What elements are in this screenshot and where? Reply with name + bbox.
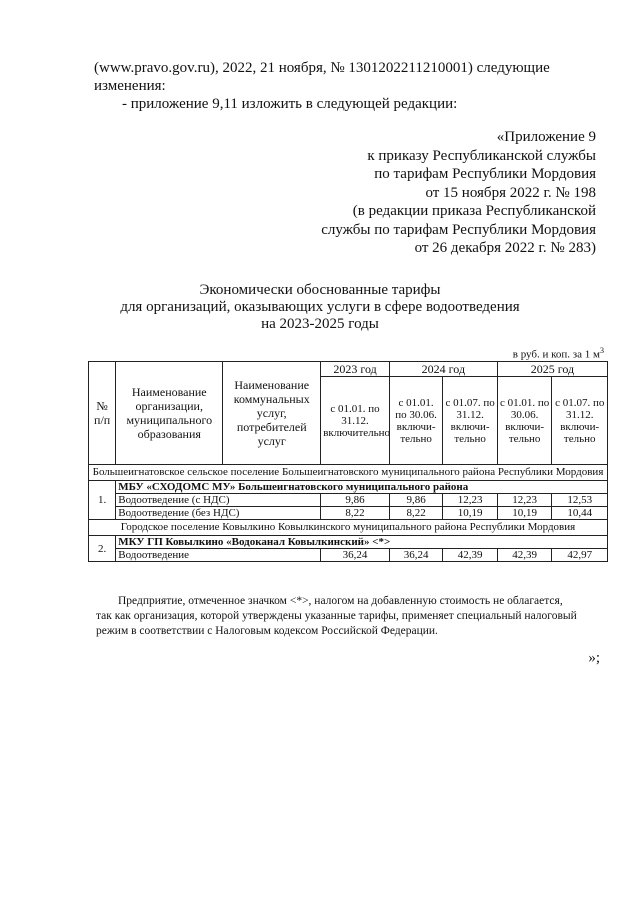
value-cell: 12,53	[552, 494, 608, 507]
value-cell: 12,23	[497, 494, 552, 507]
value-cell: 42,39	[497, 549, 552, 562]
header-service: Наименование коммунальных услуг, потребителей услуг	[223, 362, 321, 465]
value-cell: 42,39	[443, 549, 498, 562]
appendix-line-2: к приказу Республиканской службы	[367, 147, 596, 164]
header-organization: Наименование организации, муниципального образования	[116, 362, 223, 465]
units-note	[513, 346, 604, 361]
appendix-line-1: «Приложение 9	[496, 129, 596, 145]
row-number-1: 1.	[89, 481, 116, 520]
value-cell: 42,97	[552, 549, 608, 562]
value-cell: 10,19	[497, 507, 552, 520]
value-cell: 8,22	[389, 507, 443, 520]
value-cell: 12,23	[443, 494, 498, 507]
units-text: в руб. и коп. за 1 м	[512, 348, 600, 361]
header-number: № п/п	[89, 362, 116, 465]
footnote-line-3: режим в соответствии с Налоговым кодексом Российской Федерации.	[96, 625, 438, 637]
area-row-2: Городское поселение Ковылкино Ковылкинского муниципального района Республики Мордовия	[89, 520, 608, 536]
intro-line-2: изменения:	[94, 78, 166, 94]
period-2024-h2: с 01.07. по 31.12. включи-тельно	[443, 377, 498, 465]
area-row-1: Большеигнатовское сельское поселение Большеигнатовского муниципального района Республики Мордовия	[89, 465, 608, 481]
header-year-2024: 2024 год	[389, 362, 497, 377]
appendix-line-5: (в редакции приказа Республиканской	[352, 203, 596, 219]
appendix-line-7: от 26 декабря 2022 г. № 283)	[414, 240, 596, 256]
header-year-2023: 2023 год	[321, 362, 390, 377]
value-cell: 9,86	[321, 494, 390, 507]
service-1b: Водоотведение (без НДС)	[116, 507, 321, 520]
footnote-line-1: Предприятие, отмеченное значком <*>, налогом на добавленную стоимость не облагается,	[118, 595, 563, 607]
appendix-line-4: от 15 ноября 2022 г. № 198	[425, 184, 596, 201]
row-number-2: 2.	[89, 536, 116, 562]
appendix-line-6: службы по тарифам Республики Мордовия	[321, 221, 596, 238]
period-2025-h1: с 01.01. по 30.06. включи-тельно	[497, 377, 552, 465]
value-cell: 36,24	[321, 549, 390, 562]
intro-line-1: (www.pravo.gov.ru), 2022, 21 ноября, № 1301202211210001) следующие	[94, 60, 550, 76]
period-2025-h2: с 01.07. по 31.12. включи-тельно	[552, 377, 608, 465]
appendix-header	[321, 128, 596, 258]
title-line-3: на 2023-2025 годы	[261, 316, 379, 332]
org-name-1: МБУ «СХОДОМС МУ» Большеигнатовского муниципального района	[116, 481, 608, 494]
service-1a: Водоотведение (с НДС)	[116, 494, 321, 507]
closing-quote: »;	[588, 650, 600, 666]
header-year-2025: 2025 год	[497, 362, 607, 377]
value-cell: 8,22	[321, 507, 390, 520]
period-2024-h1: с 01.01. по 30.06. включи-тельно	[389, 377, 443, 465]
value-cell: 10,19	[443, 507, 498, 520]
title-line-1: Экономически обоснованные тарифы	[199, 282, 441, 298]
document-title	[0, 282, 640, 333]
value-cell: 36,24	[389, 549, 443, 562]
value-cell: 9,86	[389, 494, 443, 507]
period-2023: с 01.01. по 31.12. включительно	[321, 377, 390, 465]
footnote	[96, 594, 577, 639]
title-line-2: для организаций, оказывающих услуги в сфере водоотведения	[120, 299, 520, 315]
tariffs-table	[88, 361, 608, 562]
service-2: Водоотведение	[116, 549, 321, 562]
units-superscript: 3	[600, 346, 604, 355]
intro-line-3: - приложение 9,11 изложить в следующей редакции:	[122, 96, 458, 112]
org-name-2: МКУ ГП Ковылкино «Водоканал Ковылкинский» <*>	[116, 536, 608, 549]
value-cell: 10,44	[552, 507, 608, 520]
appendix-line-3: по тарифам Республики Мордовия	[374, 166, 596, 182]
footnote-line-2: так как организация, которой утверждены указанные тарифы, применяет специальный налоговый	[96, 610, 577, 622]
